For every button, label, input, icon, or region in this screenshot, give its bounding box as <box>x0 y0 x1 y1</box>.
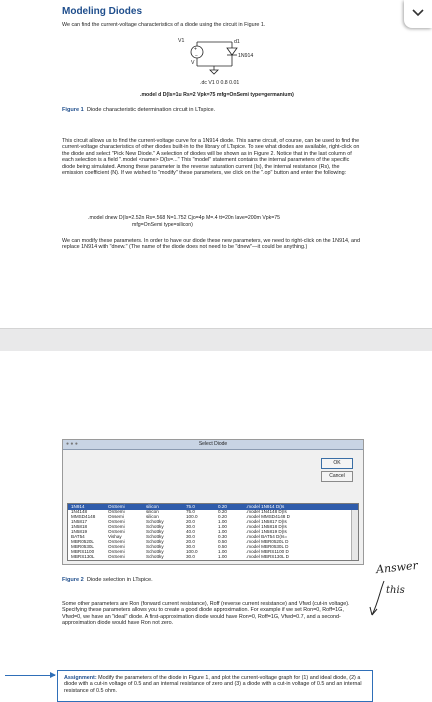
figure-1-label: Figure 1 <box>62 107 84 113</box>
paragraph-1: This circuit allows us to find the current-voltage curve for a 1N914 diode. This same circuit, of course, can be used to find the current-voltage characteristics of other diodes built-in to the library of LTspice. To see what diodes are available, right-click on the diode and select "Pick New Diode." A selection of diodes will be shown as in Figure 2. Notice that in the last column of each selection is a field ".model <name> D(Is=..." This "model" statement contains the internal parameters of the specific diode being simulated. Among these parameter is the reverse saturation current (Is), the internal resistance (Rs), the emission coefficient (N). If we wished to "modify" these parameters, we click on the ".op" button and enter the following: <box>62 138 360 177</box>
voltage-label: V <box>191 60 195 66</box>
dialog-title: Select Diode <box>63 440 363 450</box>
cell-part: MBRS130L <box>71 554 95 559</box>
cell-type: Schottky <box>146 519 164 524</box>
assignment-text: Modify the parameters of the diode in Figure 1, and plot the current-voltage graph for (1) and ideal diode, (2) a diode with a cut-in voltage of 0.5 and an internal resistance of zero and (3) a diode with a cut-in voltage of 0.5 and an internal resistance of 0.5 ohm. <box>64 675 362 694</box>
cell-type: Schottky <box>146 539 164 544</box>
cell-mfg: Vishay <box>108 534 122 539</box>
cell-model: .model MBRS130L D <box>246 554 289 559</box>
cell-vpk: 30.0 <box>186 544 195 549</box>
cell-type: Schottky <box>146 554 164 559</box>
cell-part: 1N5819 <box>71 529 88 534</box>
cell-vpk: 20.0 <box>186 539 195 544</box>
cell-model: .model MMSD4148 D <box>246 514 290 519</box>
sweep-directive: .dc V1 0 0.8 0.01 <box>200 80 240 86</box>
code-line-1: .model dnew D(Is=2.52n Rs=.568 N=1.752 Cjo=4p M=.4 tt=20n Iave=200m Vpk=75 <box>88 215 281 221</box>
cell-type: Schottky <box>146 529 164 534</box>
document-page-1 <box>0 0 432 328</box>
cell-vpk: 100.0 <box>186 549 198 554</box>
handwritten-arrow-icon <box>366 579 388 619</box>
cell-type: silicon <box>146 509 159 514</box>
cell-vpk: 30.0 <box>186 524 195 529</box>
cell-model: .model MBR0530L D <box>246 544 289 549</box>
cell-model: .model 1N914 D(Is <box>246 504 285 509</box>
figure-2-caption-text: Diode selection in LTspice. <box>86 577 153 583</box>
cell-iave: 0.30 <box>218 534 227 539</box>
diode-part-label: 1N914 <box>238 53 254 59</box>
figure-1-caption <box>62 107 215 113</box>
chevron-down-icon <box>410 6 426 20</box>
pointer-arrow-line <box>5 675 55 676</box>
cell-model: .model 1N5819 D(Is <box>246 529 287 534</box>
cell-type: silicon <box>146 504 159 509</box>
window-controls-icon[interactable]: ● ● ● <box>66 441 78 447</box>
collapse-tab[interactable] <box>404 0 432 28</box>
model-directive: .model d D(Is=1u Rs=2 Vpk=75 mfg=OnSemi type=germanium) <box>140 92 294 98</box>
cell-mfg: OnSemi <box>108 539 125 544</box>
cell-mfg: OnSemi <box>108 524 125 529</box>
source-label: V1 <box>178 38 185 44</box>
cell-model: .model 1N5817 D(Is <box>246 519 287 524</box>
cell-part: 1N5818 <box>71 524 88 529</box>
select-diode-dialog <box>62 439 364 565</box>
cell-iave: 0.20 <box>218 509 227 514</box>
cell-iave: 1.00 <box>218 554 227 559</box>
cell-part: MBR0530L <box>71 544 94 549</box>
cell-iave: 0.20 <box>218 504 227 509</box>
intro-text: We can find the current-voltage characteristics of a diode using the circuit in Figure 1. <box>62 22 266 28</box>
cell-model: .model 1N4148 D(Is <box>246 509 287 514</box>
cell-type: silicon <box>146 514 159 519</box>
cell-vpk: 30.0 <box>186 554 195 559</box>
cell-mfg: Onsemi <box>108 514 124 519</box>
circuit-schematic <box>160 34 270 80</box>
page-title: Modeling Diodes <box>62 6 142 17</box>
cell-iave: 1.00 <box>218 524 227 529</box>
figure-1-caption-text: Diode characteristic determination circuit in LTspice. <box>86 107 216 113</box>
cell-model: .model MBR0520L D <box>246 539 289 544</box>
assignment-text-block <box>64 675 364 694</box>
cell-iave: 0.20 <box>218 514 227 519</box>
cell-vpk: 20.0 <box>186 519 195 524</box>
figure-2-label: Figure 2 <box>62 577 84 583</box>
svg-text:+: + <box>194 46 197 53</box>
cell-vpk: 75.0 <box>186 509 195 514</box>
cell-mfg: OnSemi <box>108 549 125 554</box>
code-line-2: mfg=OnSemi type=silicon) <box>132 222 193 228</box>
handwritten-this: this <box>386 585 405 596</box>
cell-part: MMSD4148 <box>71 514 96 519</box>
cell-mfg: OnSemi <box>108 504 125 509</box>
cell-vpk: 30.0 <box>186 534 195 539</box>
cell-vpk: 75.0 <box>186 504 195 509</box>
cell-type: Schottky <box>146 549 164 554</box>
cell-mfg: OnSemi <box>108 529 125 534</box>
ok-button[interactable]: OK <box>321 458 353 469</box>
diode-label: d1 <box>234 39 240 45</box>
document-page-2 <box>0 351 432 700</box>
cell-part: MBR0520L <box>71 539 94 544</box>
cell-model: .model 1N5818 D(Is <box>246 524 287 529</box>
list-item[interactable] <box>68 554 358 560</box>
cell-part: MBRS1100 <box>71 549 95 554</box>
diode-list[interactable] <box>67 503 359 561</box>
cell-type: Schottky <box>146 544 164 549</box>
cell-model: .model BAT54 D(Is= <box>246 534 288 539</box>
cell-iave: 0.50 <box>218 539 227 544</box>
cell-part: 1N4148 <box>71 509 88 514</box>
assignment-label: Assignment: <box>64 675 97 681</box>
cell-type: Schottky <box>146 524 164 529</box>
assignment-box <box>57 670 373 702</box>
cell-part: 1N5817 <box>71 519 88 524</box>
handwritten-answer: Answer <box>375 558 419 577</box>
cell-iave: 1.00 <box>218 519 227 524</box>
page-separator <box>0 328 432 352</box>
cancel-button[interactable]: Cancel <box>321 471 353 482</box>
cell-vpk: 40.0 <box>186 529 195 534</box>
cell-mfg: OnSemi <box>108 519 125 524</box>
pointer-arrow-icon <box>50 672 56 678</box>
cell-model: .model MBRS1100 D <box>246 549 289 554</box>
cell-iave: 1.00 <box>218 549 227 554</box>
cell-mfg: OnSemi <box>108 509 125 514</box>
cell-iave: 0.50 <box>218 544 227 549</box>
cell-part: 1N914 <box>71 504 85 509</box>
cell-mfg: OnSemi <box>108 544 125 549</box>
cell-mfg: OnSemi <box>108 554 125 559</box>
figure-2-caption <box>62 577 153 583</box>
cell-iave: 1.00 <box>218 529 227 534</box>
cell-vpk: 100.0 <box>186 514 198 519</box>
paragraph-3: Some other parameters are Ron (forward current resistance), Roff (reverse current resistance) and Vfwd (cut-in voltage). Specifying these parameters allows you to create a good diode approximation. For example if we set Ron=0, Roff=1G, Vfwd=0, we have an "ideal" diode. A first-approximation diode would have Ron=0, Roff=1G, Vfwd=0.7, and a second-approximation diode would have Ron not zero. <box>62 601 350 627</box>
paragraph-2: We can modify these parameters. In order to have our diode these new parameters, we need to right-click on the 1N914, and replace 1N914 with "dnew." (The name of the diode does not need to be "dnew"—it could be anything.) <box>62 238 361 251</box>
cell-part: BAT54 <box>71 534 85 539</box>
svg-text:−: − <box>195 53 198 59</box>
cell-type: Schottky <box>146 534 164 539</box>
